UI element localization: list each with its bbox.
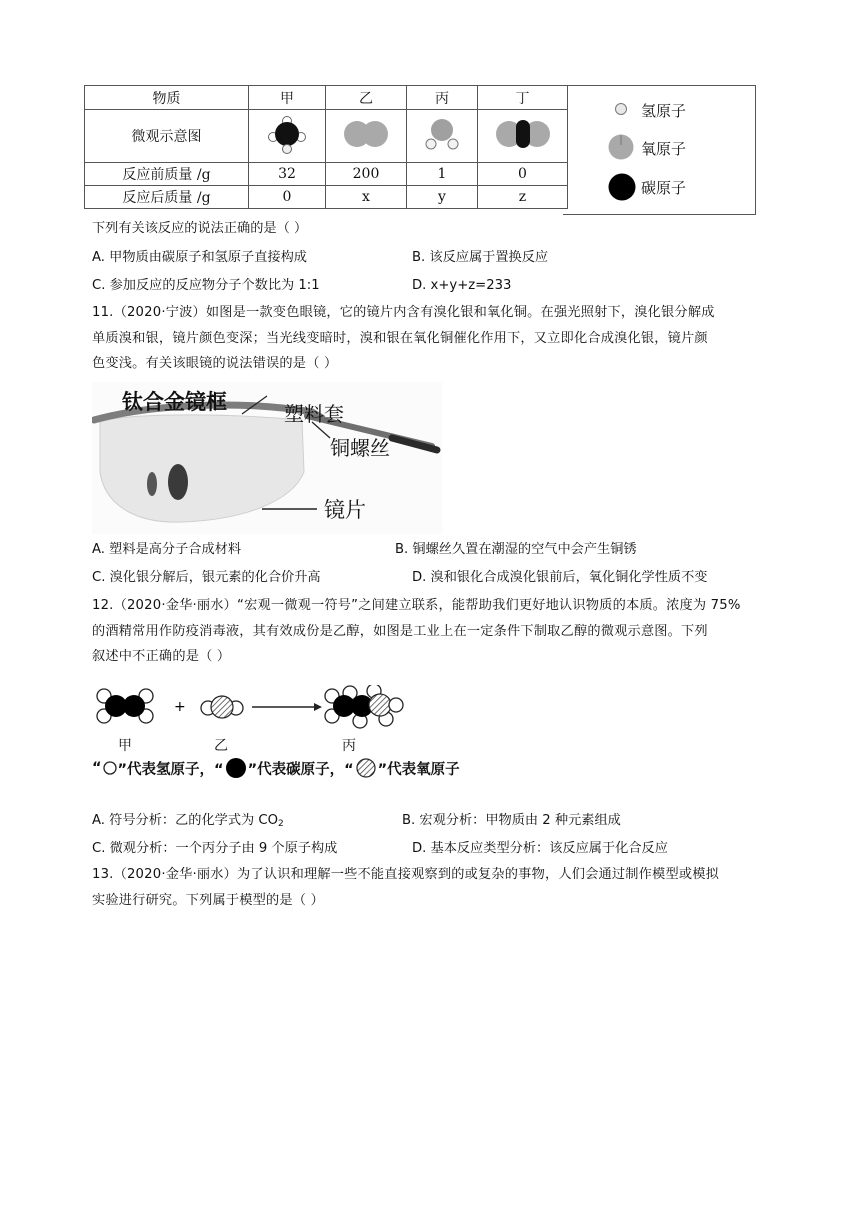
table-header-jia: 甲 — [249, 86, 326, 110]
q11-stem — [92, 300, 782, 377]
q11-stem-line3: 色变浅。有关该眼镜的说法错误的是（ ） — [92, 356, 338, 371]
q12-stem-line2: 的酒精常用作防疫消毒液，其有效成份是乙醇，如图是工业上在一定条件下制取乙醇的微观示意图。下列 — [92, 623, 708, 639]
scheme-label-yi: 乙 — [214, 738, 228, 754]
q11-option-a: A. 塑料是高分子合成材料 — [92, 542, 242, 557]
mass-after-bing: y — [407, 186, 478, 209]
carbon-atom-icon — [607, 172, 637, 202]
carbon-atom-icon — [224, 757, 248, 779]
q12-option-a-subscript: 2 — [278, 819, 284, 829]
molecule-bing — [407, 110, 478, 163]
q12-option-b: B. 宏观分析：甲物质由 2 种元素组成 — [402, 813, 621, 828]
table-header-ding: 丁 — [478, 86, 568, 110]
mass-after-yi: x — [326, 186, 407, 209]
legend-quote-1: “ — [92, 760, 102, 776]
q11-option-b: B. 铜螺丝久置在潮湿的空气中会产生铜锈 — [395, 542, 637, 557]
scheme-label-bing: 丙 — [342, 738, 356, 754]
mass-after-ding: z — [478, 186, 568, 209]
legend-carbon-text: ”代表碳原子，“ — [247, 761, 354, 778]
legend-oxygen — [563, 133, 753, 163]
q11-option-d: D. 溴和银化合成溴化银前后，氧化铜化学性质不变 — [412, 570, 708, 585]
q12-stem — [92, 593, 782, 670]
q10-option-a: A. 甲物质由碳原子和氢原子直接构成 — [92, 250, 307, 265]
molecule-jia — [249, 110, 326, 163]
molecule-bing-scheme — [325, 685, 403, 728]
q12-option-a-text: A. 符号分析：乙的化学式为 CO — [92, 813, 279, 828]
legend-hydrogen-text: ”代表氢原子，“ — [117, 761, 224, 778]
label-plastic-sleeve: 塑料套 — [284, 402, 344, 426]
q13-stem-line1: 13.（2020·金华·丽水）为了认识和理解一些不能直接观察到的或复杂的事物，人们会通过制作模型或模拟 — [92, 867, 719, 882]
q11-option-c: C. 溴化银分解后，银元素的化合价升高 — [92, 570, 321, 585]
mass-before-bing: 1 — [407, 163, 478, 186]
row-label-mass-after: 反应后质量 /g — [85, 186, 249, 209]
q10-option-c: C. 参加反应的反应物分子个数比为 1:1 — [92, 278, 320, 293]
oxygen-atom-icon — [354, 757, 378, 779]
table-header-yi: 乙 — [326, 86, 407, 110]
hydrogen-atom-icon — [613, 101, 629, 117]
reaction-molecules — [92, 685, 552, 745]
molecule-yi-scheme — [201, 696, 243, 718]
plus-sign: + — [174, 699, 186, 715]
mass-before-yi: 200 — [326, 163, 407, 186]
q11-stem-line2: 单质溴和银，镜片颜色变深；当光线变暗时，溴和银在氧化铜催化作用下，又立即化合成溴化银，镜片颜 — [92, 330, 708, 346]
scheme-legend — [92, 757, 460, 779]
mass-before-jia: 32 — [249, 163, 326, 186]
ethanol-reaction-scheme — [92, 685, 552, 785]
q12-stem-line1: 12.（2020·金华·丽水）“宏观一微观一符号”之间建立联系，能帮助我们更好地认识物质的本质。浓度为 75% — [92, 598, 741, 613]
legend-oxygen-text: ”代表氧原子 — [377, 761, 460, 778]
row-label-mass-before: 反应前质量 /g — [85, 163, 249, 186]
molecule-jia-scheme — [97, 689, 153, 723]
legend-hydrogen — [563, 95, 753, 125]
legend-hydrogen-label: 氢原子 — [641, 102, 687, 120]
molecule-yi — [326, 110, 407, 163]
q13-stem-line2: 实验进行研究。下列属于模型的是（ ） — [92, 892, 324, 908]
mass-before-ding: 0 — [478, 163, 568, 186]
q12-option-a — [92, 812, 284, 833]
label-copper-screw: 铜螺丝 — [330, 436, 390, 460]
scheme-label-jia: 甲 — [118, 738, 132, 754]
q11-stem-line1: 11.（2020·宁波）如图是一款变色眼镜，它的镜片内含有溴化银和氧化铜。在强光照射下，溴化银分解成 — [92, 305, 715, 320]
q10-option-d: D. x+y+z=233 — [412, 278, 512, 293]
label-titanium-frame: 钛合金镜框 — [122, 390, 227, 414]
legend-carbon — [563, 172, 753, 202]
q12-stem-line3: 叙述中不正确的是（ ） — [92, 649, 231, 664]
q10-stem: 下列有关该反应的说法正确的是（ ） — [92, 221, 308, 236]
reaction-data-table — [84, 85, 568, 209]
legend-carbon-label: 碳原子 — [641, 179, 687, 197]
q12-option-d: D. 基本反应类型分析：该反应属于化合反应 — [412, 841, 668, 856]
table-header-bing: 丙 — [407, 86, 478, 110]
row-label-micro-diagram: 微观示意图 — [85, 110, 249, 163]
atom-legend — [563, 85, 756, 215]
hydrogen-atom-icon — [102, 760, 118, 776]
table-header-substance: 物质 — [85, 86, 249, 110]
legend-oxygen-label: 氧原子 — [641, 140, 687, 158]
q12-option-c: C. 微观分析：一个丙分子由 9 个原子构成 — [92, 841, 338, 856]
photochromic-glasses-figure — [92, 382, 442, 534]
mass-after-jia: 0 — [249, 186, 326, 209]
oxygen-atom-icon — [607, 133, 635, 161]
q13-stem — [92, 862, 782, 913]
label-lens: 镜片 — [324, 498, 366, 522]
molecule-ding — [478, 110, 568, 163]
q10-option-b: B. 该反应属于置换反应 — [412, 250, 549, 265]
